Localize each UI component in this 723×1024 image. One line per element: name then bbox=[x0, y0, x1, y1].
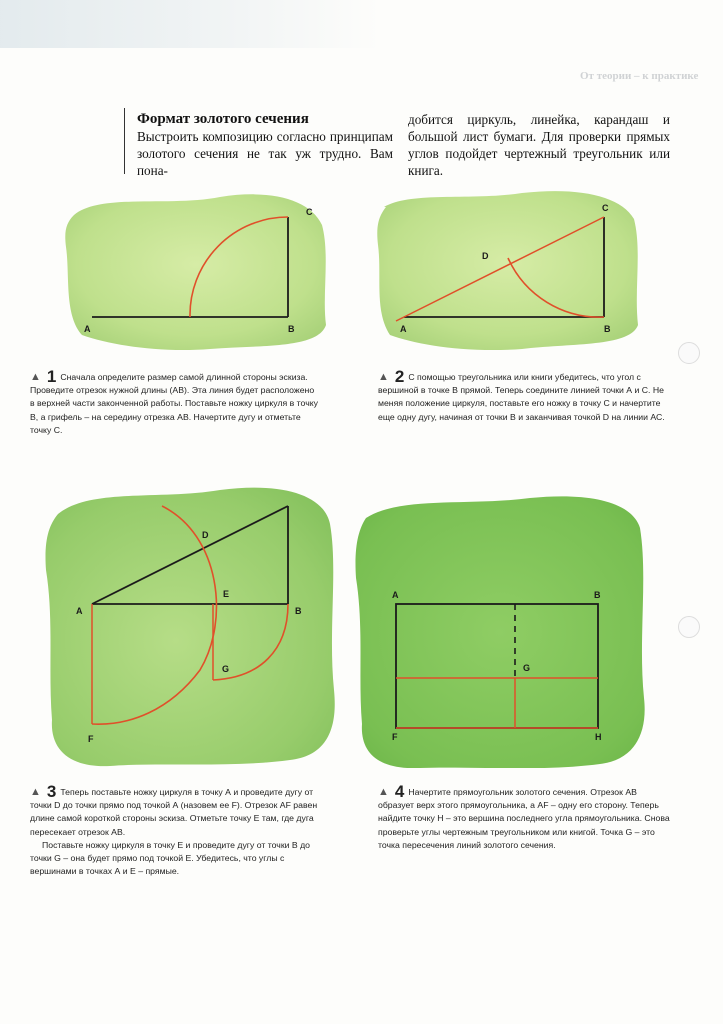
point-label-g: G bbox=[523, 663, 531, 673]
step-number: 3 bbox=[46, 782, 57, 801]
triangle-marker-icon: ▲ bbox=[30, 371, 41, 383]
top-color-band bbox=[0, 0, 380, 48]
point-label-f: F bbox=[392, 732, 398, 742]
punch-hole bbox=[678, 342, 700, 364]
punch-hole bbox=[678, 616, 700, 638]
point-label-a: A bbox=[400, 324, 407, 334]
point-label-d: D bbox=[202, 530, 209, 540]
step-number: 1 bbox=[46, 367, 57, 386]
point-label-c: C bbox=[306, 207, 313, 217]
intro-column-2: добится циркуль, линейка, карандаш и большой лист бумаги. Для проверки прямых углов подойдет чертежный треугольник или книга. bbox=[408, 112, 670, 178]
triangle-marker-icon: ▲ bbox=[30, 786, 41, 798]
diagram-step-3 bbox=[40, 480, 340, 770]
caption-text: Начертите прямоугольник золотого сечения. Отрезок АВ образует верх этого прямоугольника, а AF – одну его сторону. Теперь найдите точку Н – это вершина последнего угла прямоугольника. Снова проверьте углы чертежным треугольником или книгой. Точка G – это точка пересечения линий золотого сечения. bbox=[378, 787, 670, 850]
point-label-d: D bbox=[482, 251, 489, 261]
bleed-through-heading: От теории – к практике bbox=[580, 70, 699, 82]
caption-step-1 bbox=[30, 367, 320, 437]
intro-rule bbox=[124, 108, 125, 174]
triangle-marker-icon: ▲ bbox=[378, 371, 389, 383]
caption-step-4 bbox=[378, 782, 672, 852]
caption-step-2 bbox=[378, 367, 670, 424]
point-label-g: G bbox=[222, 664, 230, 674]
point-label-f: F bbox=[88, 734, 94, 744]
point-label-b: B bbox=[288, 324, 295, 334]
step-number: 4 bbox=[394, 782, 405, 801]
caption-text: Теперь поставьте ножку циркуля в точку А и проведите дугу от точки D до точки прямо под точкой А (назовем ее F). Отрезок AF равен длине самой короткой стороны эскиза. Отметьте точку Е там, где дуга пересекает отрезок АВ. bbox=[30, 787, 318, 837]
diagram-step-2 bbox=[372, 185, 644, 355]
point-label-a: A bbox=[76, 606, 83, 616]
point-label-a: A bbox=[84, 324, 91, 334]
point-label-e: E bbox=[223, 589, 230, 599]
caption-text: С помощью треугольника или книги убедитесь, что угол с вершиной в точке В прямой. Теперь соедините линией точки А и С. Не меняя положение циркуля, поставьте его ножку в точку С и начертите еще одну дугу, начиная от точки В и заканчивая точкой D на линии АС. bbox=[378, 372, 665, 422]
step-number: 2 bbox=[394, 367, 405, 386]
point-label-b: B bbox=[604, 324, 611, 334]
diagram-step-1 bbox=[60, 185, 330, 355]
caption-text: Сначала определите размер самой длинной стороны эскиза. Проведите отрезок нужной длины (АВ). Эта линия будет расположено в верхней части законченной работы. Поставьте ножку циркуля в точку В, а грифель – на середину отрезка АВ. Начертите дугу и отметьте точку С. bbox=[30, 372, 318, 435]
triangle-marker-icon: ▲ bbox=[378, 786, 389, 798]
caption-text-2: Поставьте ножку циркуля в точку Е и проведите дугу от точки В до точки G – она будет прямо под точкой Е. Убедитесь, что углы с вершинами в точках А и Е – прямые. bbox=[30, 839, 310, 877]
caption-step-3 bbox=[30, 782, 330, 878]
intro-column-1: Выстроить композицию согласно принципам золотого сечения не так уж трудно. Вам пона- bbox=[137, 129, 393, 178]
diagram-step-4 bbox=[350, 488, 650, 768]
watercolor-wash bbox=[377, 191, 638, 350]
point-label-a: A bbox=[392, 590, 399, 600]
point-label-h: H bbox=[595, 732, 602, 742]
point-label-b: B bbox=[594, 590, 601, 600]
point-label-c: C bbox=[602, 203, 609, 213]
page-title: Формат золотого сечения bbox=[137, 111, 309, 127]
point-label-b: B bbox=[295, 606, 302, 616]
